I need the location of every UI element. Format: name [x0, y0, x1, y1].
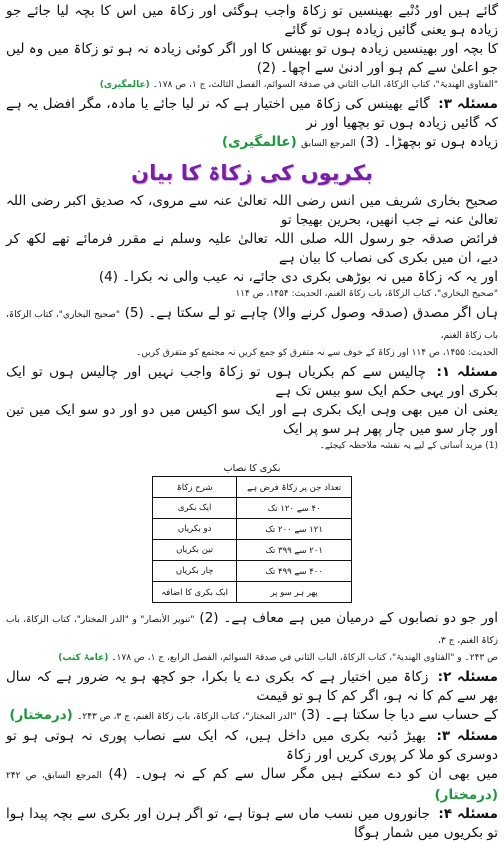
masala-text: چالیس سے کم بکریاں ہوں تو زکاۃ واجب نہیں اور چالیس ہوں تو ایک بکری اور یہی حکم ایک سو بیس تک ہے [6, 364, 498, 399]
masala-label: مسئلہ ۲: [437, 669, 499, 685]
masala-1-line-1 [6, 363, 498, 401]
masala-text: بھیڑ دُنبہ بکری میں داخل ہیں، کہ ایک سے نصاب پوری نہ ہوتی ہو تو دوسری کو ملا کر پوری کریں اور زکاۃ [6, 728, 498, 763]
masala-text: کے حساب سے دیا جا سکتا ہے۔ (3) [301, 707, 498, 723]
masala-4-line-1 [6, 805, 498, 843]
hadith-line-1: صحیح بخاری شریف میں انس رضی اللہ تعالیٰ عنہ سے مروی، کہ صدیق اکبر رضی اللہ تعالیٰ عنہ نے جب انھیں، بحرین بھیجا تو [6, 193, 498, 228]
table-cell: ایک بکری [153, 498, 237, 519]
masala-3-line-2 [6, 133, 498, 154]
table-row [153, 498, 352, 519]
after-table-line [6, 609, 498, 651]
footnote-text: المرجع السابق، ص ۲۴۲ [6, 771, 102, 781]
footnote-text: "تنویر الأبصار" و "الدر المختار"، کتاب الزکاۃ، باب زکاۃ الغنم، ج ۳، [6, 615, 498, 646]
table-row [153, 519, 352, 540]
table-cell: پھر ہر سو پر [237, 582, 352, 603]
table-cell: چار بکریاں [153, 561, 237, 582]
table-cell: ۴۰۰ سے ۴۹۹ تک [237, 561, 352, 582]
masala-label: مسئلہ ۳: [438, 96, 498, 112]
table-header: تعداد جن پر زکاۃ فرض ہے [237, 477, 352, 498]
footnote-ref [6, 79, 498, 92]
hadith-line-2: فرائض صدقہ جو رسول اللہ صلی اللہ تعالیٰ علیہ وسلم نے مقرر فرمائے تھے لکھ کر دیے، ان میں بکری کی نصاب کا بیان ہے [6, 231, 498, 266]
source-tag: (عامۂ کتب) [58, 653, 109, 663]
table-row [153, 582, 352, 603]
footnote-text: ۱۴۵۴، ص ۱۱۴ [235, 289, 289, 299]
source-tag: (عالمگیری) [221, 134, 297, 150]
footnote-ref: الحدیث: ۱۴۵۵، ص ۱۱۴ اور زکاۃ کے خوف سے نہ متفرق کو جمع کریں نہ مجتمع کو متفرق کریں۔ [136, 348, 498, 358]
para-1-line-2: کا بچہ اور بھینسیں زیادہ ہوں تو بھینس کا اور اگر کوئی زیادہ نہ ہو تو زکاۃ میں وہ لیں جو اعلیٰ سے کم ہو اور ادنیٰ سے اچھا۔ (2) [6, 41, 498, 76]
nisab-table [152, 476, 352, 603]
table-cell: دو بکریاں [153, 519, 237, 540]
source-tag: (درمختار) [434, 787, 498, 803]
masala-label: مسئلہ ۴: [438, 806, 498, 822]
table-caption: بکری کا نصاب [223, 463, 281, 474]
table-cell: تین بکریاں [153, 540, 237, 561]
footnote-text: "صحیح البخاري"، کتاب الزکاۃ، باب زکاۃ الغنم، الحدیث: [291, 289, 498, 299]
table-header-row [153, 477, 352, 498]
table-row [153, 540, 352, 561]
footnote-text: "الفتاوی الھندیۃ"، کتاب الزکاۃ، الباب الثاني في صدقۃ السوائم، الفصل الثالث، ج ۱، ص ۱۷۸۔ [152, 80, 498, 90]
section-title: بکریوں کی زکاۃ کا بیان [131, 161, 373, 185]
masala-3b-line-2 [6, 765, 498, 805]
table-cell: ایک بکری کا اضافہ [153, 582, 237, 603]
masala-2-line-1 [6, 668, 498, 706]
masala-text: گائے بھینس کی زکاۃ میں اختیار ہے کہ نر لیا جائے یا مادہ، مگر افضل یہ ہے کہ گائیں زیادہ ہوں تو بچھیا اور نر [6, 96, 498, 131]
table-header: شرح زکاۃ [153, 477, 237, 498]
masala-label: مسئلہ ۱: [436, 364, 498, 380]
table-cell: ۱۲۱ سے ۲۰۰ تک [237, 519, 352, 540]
hadith-text: ہاں اگر مصدق (صدقہ وصول کرنے والا) چاہے تو لے سکتا ہے۔ (5) [124, 305, 498, 321]
table-cell: ۲۰۱ سے ۳۹۹ تک [237, 540, 352, 561]
hadith-line-4 [6, 304, 498, 346]
hadith-line-3: اور یہ کہ زکاۃ میں نہ بوڑھی بکری دی جائے، نہ عیب والی نہ بکرا۔ (4) [98, 269, 498, 285]
masala-3b-line-1 [6, 727, 498, 765]
footnote-text: "صحیح البخاري"، کتاب الزکاۃ، باب زکاۃ الغنم، [6, 310, 498, 341]
source-tag: (عالمگیری) [99, 80, 150, 90]
para-1-line-1: گائے ہیں اور دُنْبے بھینسیں تو زکاۃ واجب ہوگئی اور زکاۃ میں اس کا بچہ لیا جائے جو زیادہ ہو یعنی گائیں زیادہ ہوں تو گائے [6, 3, 498, 38]
masala-text: میں بھی ان کو دے سکتے ہیں مگر سال سے کم کے نہ ہوں۔ (4) [108, 766, 498, 782]
masala-text: جانوروں میں نسب ماں سے ہوتا ہے، تو اگر ہرن اور بکری سے بچہ پیدا ہوا تو بکریوں میں شمار ہوگا [6, 806, 498, 841]
masala-3-line-1 [6, 95, 498, 133]
footnote-note: (1) مزید آسانی کے لیے یہ نقشہ ملاحظہ کیجئے۔ [319, 441, 498, 451]
source-tag: (درمختار) [9, 707, 73, 723]
masala-1-line-2: یعنی ان میں بھی وہی ایک بکری ہے اور ایک سو اکیس میں دو اور دو سو ایک میں تین اور چار سو میں چار پھر ہر سو پر ایک [6, 402, 498, 437]
after-text: اور جو دو نصابوں کے درمیان میں ہے معاف ہے۔ (2) [199, 610, 498, 626]
table-cell: ۴۰ سے ۱۲۰ تک [237, 498, 352, 519]
footnote-ref [6, 652, 498, 665]
nisab-table-wrap [152, 463, 352, 603]
masala-2-line-2 [6, 706, 498, 727]
masala-text: زیادہ ہوں تو بچھڑا۔ (3) [360, 134, 498, 150]
footnote-ref [6, 288, 498, 301]
footnote-text: ص ۲۴۳۔ و "الفتاوی الھندیۃ"، کتاب الزکاۃ، الباب الثاني في صدقۃ السوائم، الفصل الرابع، ج ۱، ص ۱۷۸۔ [111, 653, 498, 663]
footnote-text: المرجع السابق [301, 139, 356, 149]
masala-label: مسئلہ ۳: [436, 728, 498, 744]
footnote-text: "الدر المختار"، کتاب الزکاۃ، باب زکاۃ الغنم، ج ۳، ص ۲۴۳۔ [77, 712, 297, 722]
table-row [153, 561, 352, 582]
masala-text: زکاۃ میں اختیار ہے کہ بکری دے یا بکرا، جو کچھ ہو یہ ضرور ہے کہ سال بھر سے کم کا نہ ہو، اگر کم کا ہو تو قیمت [6, 669, 498, 704]
